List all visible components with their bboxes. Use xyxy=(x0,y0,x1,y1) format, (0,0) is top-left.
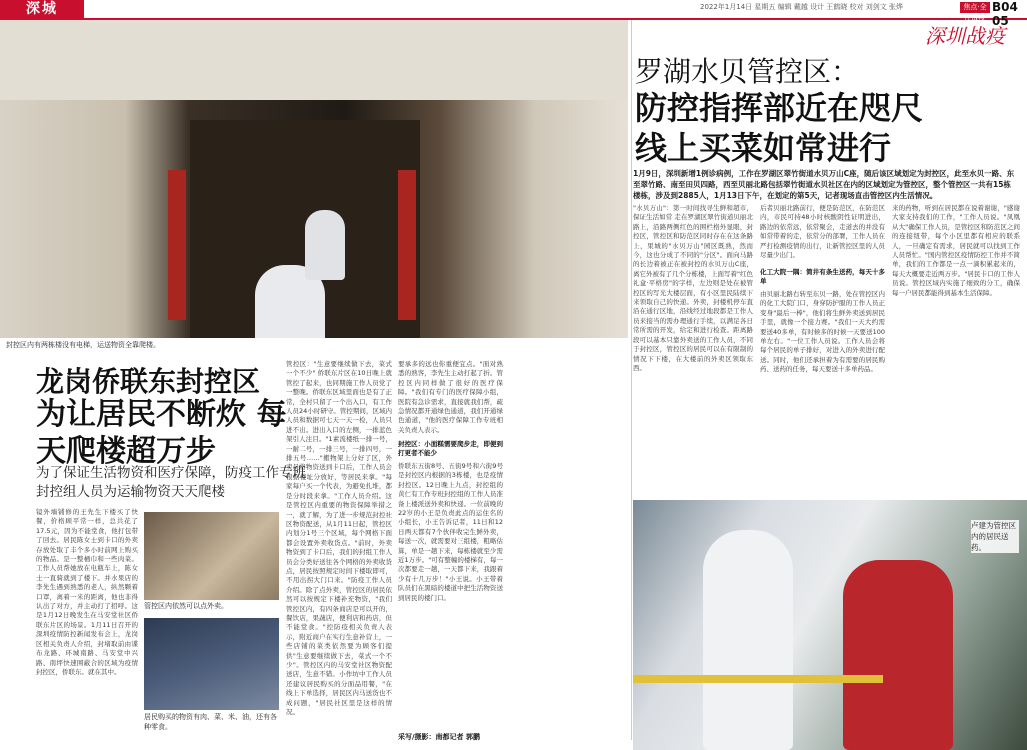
left-headline: 为让居民不断炊 每天爬楼超万步 xyxy=(36,397,287,469)
page-number: B04 05 xyxy=(992,0,1018,28)
photo-takeout xyxy=(144,512,279,600)
section-tag: 深城 xyxy=(0,0,84,18)
left-subhead: 为了保证生活物资和医疗保障，防疫工作专班封控组人员为运输物资天天爬楼 xyxy=(36,465,306,500)
resident-red-vest xyxy=(843,560,953,750)
left-col-2: 管控区："生意要继续做下去，菜式一个不少" 侨联东片区在10日晚上就管控了起来，也同期施工作人员党了一整晚。侨联东区域里面也是有了正常，全村只留了一个出入口，有工作人员24小时研守。管控期间，区域内人员和数据可七天一天一检，人员只进不出。进出入口的左侧，一排蓝色架引人注目。"1素流楼纸一排一号，一耐二号，一排三号，一排四号，一排五号……"搬物架上分好了区，外卖员将物资送到卡口后，工作人员会根据楼址分放好，等居民来拿。"每家每户买一个代表，为避免扎堆，都是分时段来拿。"工作人员介绍。这是管控区内重要的物资保障举措之一，就了解，为了进一步规范封控社区物资配送，从1月11日起，管控区内划分1号三个区域，每个网格下面都会设置外卖收货点。"前时，外卖物资到了卡口后，我们的封组工作人员会分类好送往各个网格的外卖收货点，居民按照规定时间下楼取即可，不用出拐大门口来。"防疫工作人员介绍。除了点外卖，管控区的居民依然可以按规定下楼补充物资，"我们管控区内，有四条商店是可以开的，餐饮店，果蔬店，便利店和药店，但不能堂食。"控防疫相关负责人表示，附近商户在实行生意补营上，一些店铺的菜类依然要为顾客们提供"生意要继续做下去，菜式一个不少"。管控区内的马安堂社区物资配送店，生意不错。小作坊中工作人员还建议居民购买的分面品用餐，"在线上下单选择，居民区内马送货也不成问题，"居民社区里是这样的情况。 xyxy=(286,360,392,717)
red-couplet-right xyxy=(398,170,416,320)
yellow-railing xyxy=(633,675,883,683)
red-couplet-left xyxy=(168,170,186,320)
right-col-1: "水贝万山"：第一时间找寻生鲜和超市，保证生活如常 走在罗湖区翠竹街道贝丽北路上，沿路两侧红色的围栏格外显眼，封控区，管控区和防范区同时存在在这条路上，果城的"水贝万山"园区既熟，然而今，这也分成了不同的"分区"。面向马路的长边着被正在被封控的水贝万山C座，离它外被有了几个分栋楼，上面写着"红色礼盒·平格房"的字样，左边则是处在被管控区的写光大楼层面，有小区里民陆续下来领取自己的快递。外卖，封楼机停车直沿在通行区地，沿线经过地段都是工作人员来接当的需办理通行手续，以满足各日常所需的开发，给定和进行检查。距离路段可以基本只靠外卖送的工作人员，不同于封控区，管控区的居民可以在有限制的情况下下楼，在大楼前的外卖区领取东西。 xyxy=(633,204,753,372)
right-col-2-a: 后者贝丽北路前行，便是防范区，在防范区内，市民可持48小时核酸阴性证明进出，路边的依常远，依常聚会，走道去的并没有如常带着的走，依常分的部署，工作人员在严打检测疫情的出行，让新管控区里的人员尽量少出门。 xyxy=(760,204,885,260)
photo-takeout-caption: 管控区内依然可以点外卖。 xyxy=(144,602,228,610)
left-col-1: 镜外墙铺修的王先生下楼买了快餐，价格顾平常一样，总共花了17.5元，因为不能堂食，他打包带了回去。居民陈女士到卡口的外卖存放处取了丰个多小时前网上购买的物品。是一整桶巾和一些肉菜。工作人员帮她放在电瓶车上，陈女士一直骑就到了楼下。并水果店的李先生遇到熟悉的老人，纵然颗着口罩，离着一米的距离，他也非得认出了对方，并主动打了招呼。这是1月12日晚发生在马安堂社区侨联东片区的场景。1月11日召开的深圳疫情防控新闻发布会上，龙岗区相关负责人介绍，封堵取前由谍布龙路、环城南路、马安堂中兴路、南坪快速围蔽合的区域为疫情封控区，侨联东。就在其中。 xyxy=(36,508,138,676)
photo-medicine-caption: 卢建为管控区内的居民送药。 xyxy=(971,520,1019,553)
campaign-logo: 深圳战疫 xyxy=(925,24,1005,48)
column-divider xyxy=(631,20,632,740)
left-col-3-a: 要承多的远也你重便宜点。"面对熟悉的熟客，李先生主动打起了折。管控区内同样做了很好的医疗保障。"我们有专门的医疗保障小组，医院有急诊需求，直接就我们帮，疏急情况都开通绿色通道，我们开通绿色通道，"他的医疗保障工作专班相关负责人表示。 xyxy=(398,360,503,434)
left-headline-kicker: 龙岗侨联东封控区 xyxy=(36,365,261,398)
building-wall xyxy=(0,20,628,100)
photo-supplies-caption: 居民购买的物资有肉、菜、米、油，还有各种零食。 xyxy=(144,713,277,731)
left-credit: 采写/摄影：南都记者 郭鹏 xyxy=(398,733,480,741)
left-col-3-b: 侨联东五街8号、五街9号和六街9号是封控区内根据的3栋楼，也是疫情封控区。12日晚上九点，封控组的黄仁有工作专班封控组的工作人员准备上楼派送外卖和快递。一位前晚的22岁的小王是负责此点的运住名的小组长，小王告诉记者，11日和12日两天都有7个伙伴收完生鲜外卖，每送一次，就需要对三组楼，粗略估算，单是一趟下来，每栋楼就至少需近1万步。"可有整幢的楼梯有，每一次都要走一趟，一天都下来，我跟着少有十几万步！"小王说。小王带着队员们在黑暗的楼道中把生活物资送到居民的楼门口。 xyxy=(398,462,503,602)
worker-figure-2 xyxy=(305,210,345,280)
right-headline: 防控指挥部近在咫尺 线上买菜如常进行 xyxy=(635,89,924,167)
header-badge: 焦点·全民战疫 xyxy=(960,2,990,13)
photo-medicine-delivery xyxy=(633,500,1027,750)
worker-suit xyxy=(703,530,793,750)
right-col-2-b: 由贝丽北路右转至东贝一路，处在管控区内的化工大院门口，身穿防护服的工作人员正变身"最后一棒"，他们将生鲜外卖送到居民手里，就像一个接力赛。"我们一天大约需要送40多单，有时候多的时候一天要送100单左右。"一位工作人员说。工作人员会将每个居民的单子排好，对进入的外卖进行配送。同时，他们还承担着为有需要的居民购药、送药的任务，每天要送十多单药品。 xyxy=(760,290,885,374)
right-col-3: 来的药物，听到在居民都在说着谢谢，"感谢大家支持我们的工作，"工作人员说。"凤凰从大"确保工作人员，是管控区和防范区之间的连接纽带，每个小区里都有相应的联系人，一旦确定有需求，居民就可以找到工作人员帮忙。"国内管控区疫情防控工作并不简单，我们的工作都是一点一滴积累起来的，每天大概要走近两万步。"居民卡口的工作人员说。管控区域内实施了细致的分工，确保每一户居民都能得到基本生活保障。 xyxy=(892,204,1020,297)
header-meta: 2022年1月14日 星期五 编辑 戴越 设计 王鹤晓 校对 刘剑文 张烨 xyxy=(700,3,903,11)
right-headline-kicker: 罗湖水贝管控区： xyxy=(635,55,860,88)
right-lead: 1月9日，深圳新增1例诊病例，工作在罗湖区翠竹街道水贝万山C座，随后该区域划定为封控区，此至水贝一路、东至翠竹路、南至田贝四路，西至贝丽北路包括翠竹街道水贝社区在内的区域划定为管控区，整个管控区一共有15栋楼栋，涉及到2885人，1月13日下午，在划定的第5天，记者现场直击管控区内生活情况。 xyxy=(633,169,1015,200)
main-photo-caption: 封控区内有两栋楼没有电梯，运送物资全靠爬楼。 xyxy=(6,341,160,349)
left-col-3-heading: 封控区：小面糕需要爬步走，即便到打更者不能少 xyxy=(398,440,503,458)
main-photo-left xyxy=(0,20,628,338)
right-col-2-heading: 化工大院一隅：简井有条生送药，每天十多单 xyxy=(760,268,885,286)
photo-supplies xyxy=(144,618,279,710)
